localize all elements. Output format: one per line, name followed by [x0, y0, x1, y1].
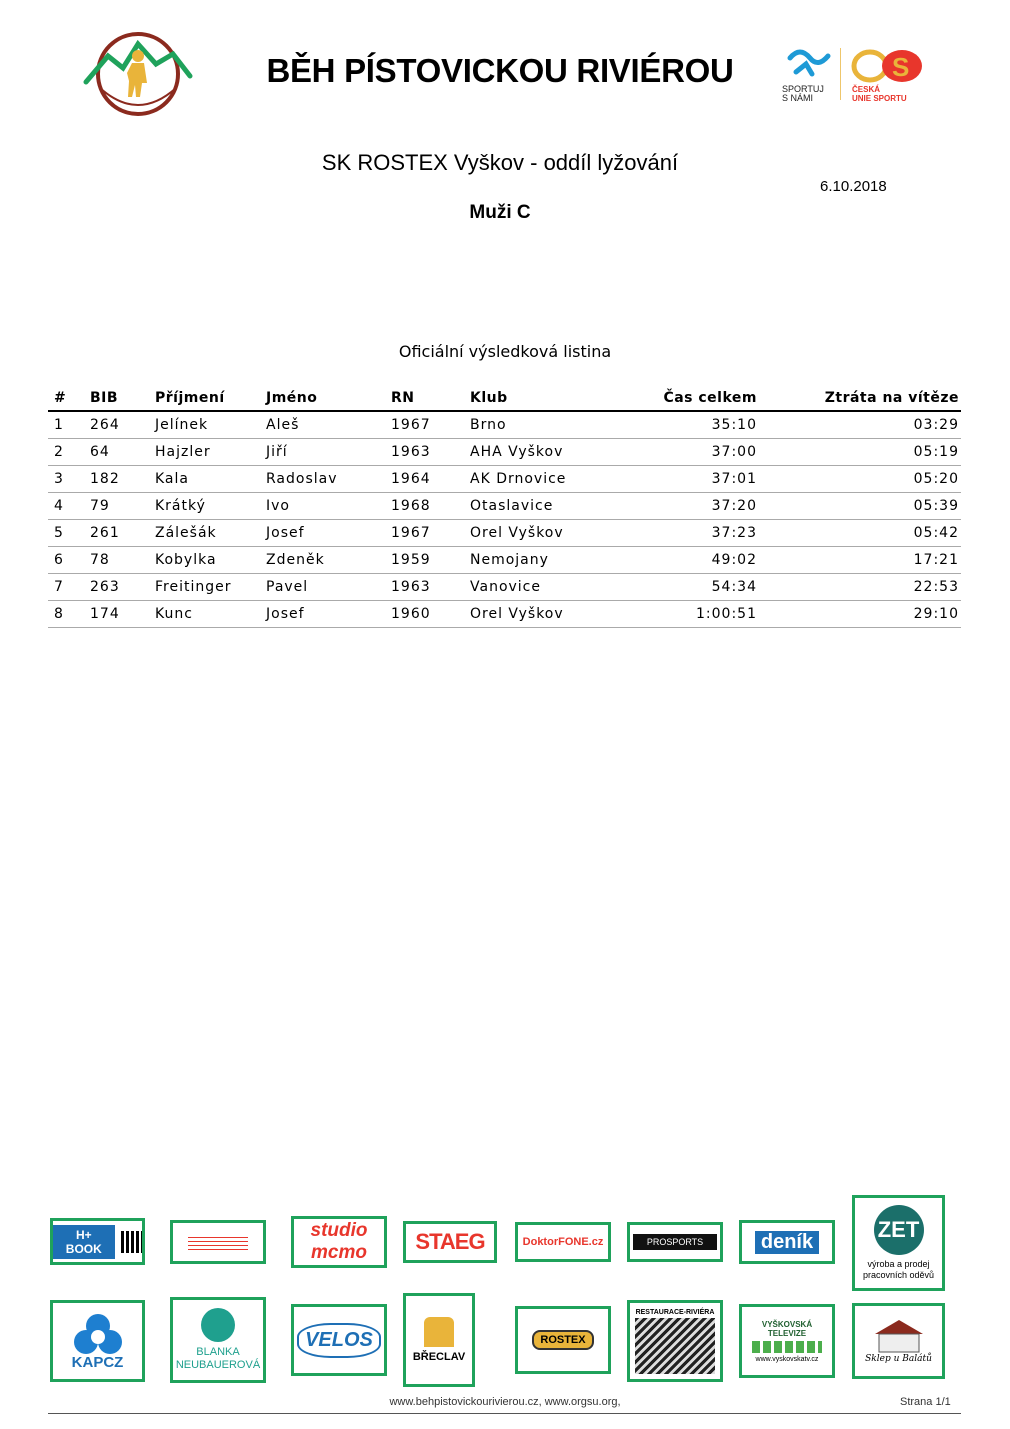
cell-time-behind: 29:10: [759, 601, 961, 628]
cell-bib: 79: [84, 493, 149, 520]
sponsor-studio-mcmo: studio mcmo: [291, 1216, 387, 1268]
cell-firstname: Jiří: [260, 439, 385, 466]
cell-club: Nemojany: [464, 547, 609, 574]
cell-club: AHA Vyškov: [464, 439, 609, 466]
tiny-text-block: [188, 1234, 248, 1250]
cell-surname: Zálešák: [149, 520, 260, 547]
sponsor-denik: deník: [739, 1220, 835, 1264]
cell-club: Vanovice: [464, 574, 609, 601]
cell-total-time: 37:00: [609, 439, 759, 466]
tooth-icon: [201, 1308, 235, 1342]
cell-birth-year: 1963: [385, 574, 464, 601]
cell-time-behind: 05:19: [759, 439, 961, 466]
cell-time-behind: 03:29: [759, 411, 961, 439]
cell-bib: 64: [84, 439, 149, 466]
cell-time-behind: 05:42: [759, 520, 961, 547]
sponsor-velos: VELOS: [291, 1304, 387, 1376]
cell-total-time: 35:10: [609, 411, 759, 439]
cell-club: Orel Vyškov: [464, 601, 609, 628]
cell-rank: 8: [48, 601, 84, 628]
col-surname: Příjmení: [149, 386, 260, 411]
cell-surname: Krátký: [149, 493, 260, 520]
sport-logo-line1: SPORTUJ: [782, 84, 824, 94]
cell-club: Brno: [464, 411, 609, 439]
table-row: [48, 601, 961, 628]
sponsor-doktorfone: DoktorFONE.cz: [515, 1222, 611, 1262]
cell-firstname: Radoslav: [260, 466, 385, 493]
sponsor-sklep: Sklep u Balátů: [852, 1303, 945, 1379]
cell-bib: 263: [84, 574, 149, 601]
cell-rank: 5: [48, 520, 84, 547]
cell-surname: Jelínek: [149, 411, 260, 439]
cell-bib: 174: [84, 601, 149, 628]
cell-birth-year: 1959: [385, 547, 464, 574]
cell-rank: 4: [48, 493, 84, 520]
sponsor-prosports: PROSPORTS: [627, 1222, 723, 1262]
ceska-unie-sportu-logo: [840, 44, 940, 106]
col-firstname: Jméno: [260, 386, 385, 411]
cell-total-time: 1:00:51: [609, 601, 759, 628]
race-date: 6.10.2018: [820, 178, 887, 195]
footer-url: www.behpistovickourivierou.cz, www.orgsu.org,: [389, 1396, 621, 1408]
cell-total-time: 54:34: [609, 574, 759, 601]
qr-code-icon: [121, 1231, 142, 1253]
page-number: Strana 1/1: [900, 1396, 951, 1408]
cell-club: AK Drnovice: [464, 466, 609, 493]
castle-icon: [424, 1317, 454, 1347]
sponsor-zet: ZET výroba a prodej pracovních oděvů: [852, 1195, 945, 1291]
cell-total-time: 37:23: [609, 520, 759, 547]
organizer-name: SK ROSTEX Vyškov - oddíl lyžování: [321, 150, 679, 175]
table-row: [48, 574, 961, 601]
cell-bib: 78: [84, 547, 149, 574]
cell-time-behind: 05:20: [759, 466, 961, 493]
cell-total-time: 49:02: [609, 547, 759, 574]
table-row: [48, 493, 961, 520]
footer-divider: [48, 1413, 961, 1414]
sponsor-rostex: ROSTEX: [515, 1306, 611, 1374]
cell-firstname: Josef: [260, 601, 385, 628]
cell-time-behind: 22:53: [759, 574, 961, 601]
sponsor-blanka: BLANKA NEUBAUEROVÁ: [170, 1297, 266, 1383]
cell-time-behind: 05:39: [759, 493, 961, 520]
cell-total-time: 37:20: [609, 493, 759, 520]
cell-bib: 182: [84, 466, 149, 493]
cell-club: Otaslavice: [464, 493, 609, 520]
cell-birth-year: 1960: [385, 601, 464, 628]
table-row: [48, 547, 961, 574]
cell-rank: 3: [48, 466, 84, 493]
cell-rank: 7: [48, 574, 84, 601]
cell-bib: 264: [84, 411, 149, 439]
cell-birth-year: 1967: [385, 520, 464, 547]
sponsor-hbook: H+ BOOK: [50, 1218, 145, 1265]
sponsor-vtv: VYŠKOVSKÁ TELEVIZE www.vyskovskatv.cz: [739, 1304, 835, 1378]
sportuj-s-nami-logo: [780, 44, 836, 104]
cell-rank: 2: [48, 439, 84, 466]
svg-text:S: S: [892, 52, 910, 82]
cell-surname: Kunc: [149, 601, 260, 628]
tv-bars-icon: [752, 1341, 822, 1353]
cell-bib: 261: [84, 520, 149, 547]
col-birth-year: RN: [385, 386, 464, 411]
cell-surname: Hajzler: [149, 439, 260, 466]
col-total-time: Čas celkem: [609, 386, 759, 411]
cell-total-time: 37:01: [609, 466, 759, 493]
category-title: Muži C: [469, 202, 531, 223]
table-row: [48, 466, 961, 493]
cell-firstname: Ivo: [260, 493, 385, 520]
sponsor-small-text: [170, 1220, 266, 1264]
col-bib: BIB: [84, 386, 149, 411]
cell-time-behind: 17:21: [759, 547, 961, 574]
cell-birth-year: 1967: [385, 411, 464, 439]
cell-surname: Kala: [149, 466, 260, 493]
cell-firstname: Aleš: [260, 411, 385, 439]
cell-firstname: Zdeněk: [260, 547, 385, 574]
table-header-row: [48, 386, 961, 411]
cell-club: Orel Vyškov: [464, 520, 609, 547]
sponsor-breclav: BŘECLAV: [403, 1293, 475, 1387]
sponsor-restaurace: RESTAURACE-RIVIÉRA: [627, 1300, 723, 1382]
cell-surname: Freitinger: [149, 574, 260, 601]
house-icon: [869, 1318, 929, 1354]
cus-logo-line2: UNIE SPORTU: [852, 94, 907, 103]
table-row: [48, 411, 961, 439]
cell-firstname: Josef: [260, 520, 385, 547]
cell-firstname: Pavel: [260, 574, 385, 601]
sponsor-kapcz: KAPCZ: [50, 1300, 145, 1382]
cus-logo-line1: ČESKÁ: [852, 85, 881, 94]
page-title: BĚH PÍSTOVICKOU RIVIÉROU: [266, 52, 734, 89]
results-table: [48, 386, 961, 628]
table-row: [48, 439, 961, 466]
cell-rank: 1: [48, 411, 84, 439]
cell-surname: Kobylka: [149, 547, 260, 574]
cell-rank: 6: [48, 547, 84, 574]
results-subtitle: Oficiální výsledková listina: [398, 342, 612, 361]
sport-logo-line2: S NÁMI: [782, 93, 814, 103]
sponsor-staeg: STAEG: [403, 1221, 497, 1263]
cell-birth-year: 1963: [385, 439, 464, 466]
col-club: Klub: [464, 386, 609, 411]
table-row: [48, 520, 961, 547]
col-rank: #: [48, 386, 84, 411]
restaurant-photo: [635, 1318, 715, 1374]
kapcz-emblem-icon: [72, 1312, 124, 1354]
cell-birth-year: 1968: [385, 493, 464, 520]
col-time-behind: Ztráta na vítěze: [759, 386, 961, 411]
cell-birth-year: 1964: [385, 466, 464, 493]
